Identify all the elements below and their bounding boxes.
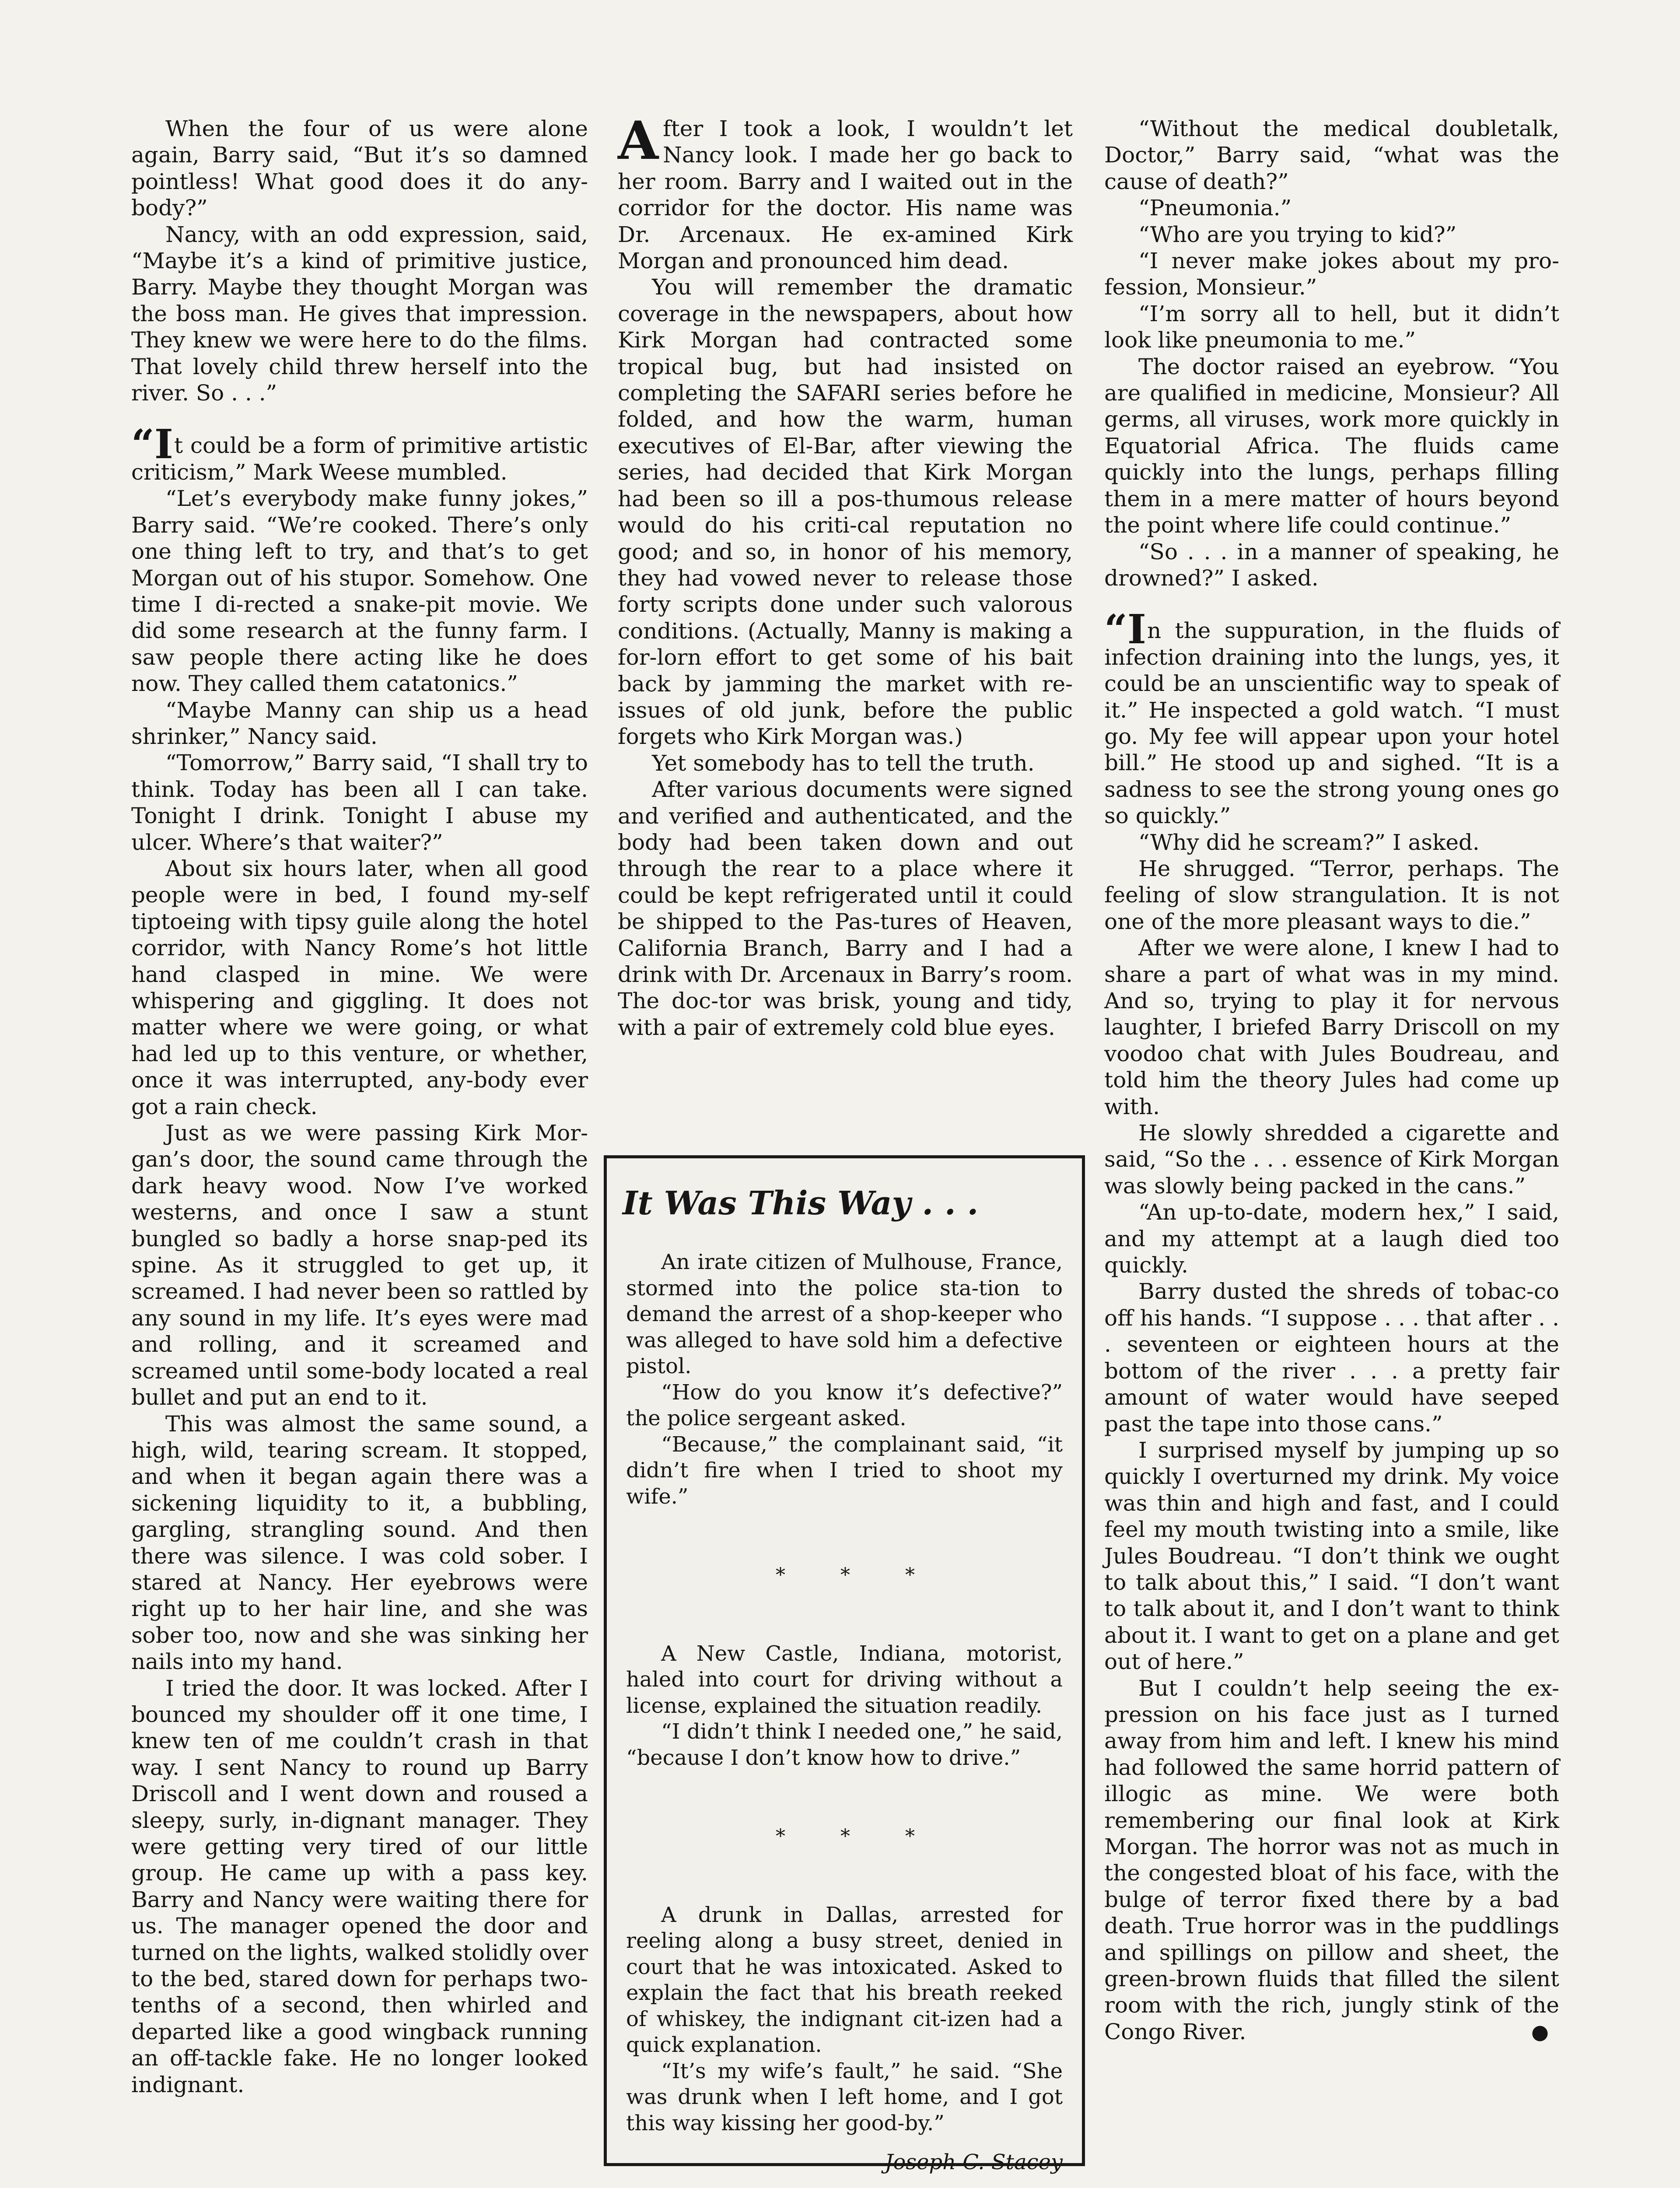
drop-cap: A — [618, 110, 659, 172]
paragraph: “Why did he scream?” I asked. — [1138, 829, 1480, 855]
column-middle — [618, 110, 1073, 1041]
paragraph-dropcap — [1104, 606, 1559, 829]
paragraph — [1104, 1675, 1559, 2045]
paragraph: He shrugged. “Terror, perhaps. The feeling of slow strangulation. It is not one of the more pleasant ways to die.” — [1104, 856, 1559, 934]
paragraph: “Maybe Manny can ship us a head shrinker,” Nancy said. — [131, 697, 588, 749]
column-left — [131, 116, 588, 2098]
drop-cap: “I — [131, 421, 173, 468]
sidebar-paragraph: “I didn’t think I needed one,” he said, “because I don’t know how to drive.” — [626, 1719, 1063, 1770]
paragraph: “An up-to-date, modern hex,” I said, and my attempt at a laugh died too quickly. — [1104, 1199, 1559, 1278]
paragraph: “I never make jokes about my pro-fession, Monsieur.” — [1104, 248, 1559, 300]
sidebar-paragraph: A drunk in Dallas, arrested for reeling along a busy street, denied in court that he was intoxicated. Asked to explain the fact that his breath reeked of whiskey, the indignant cit-izen had a quick explanation. — [626, 1902, 1063, 2057]
paragraph: The doctor raised an eyebrow. “You are qualified in medicine, Monsieur? All germs, all viruses, work more quickly in Equatorial Africa. The fluids came quickly into the lungs, perhaps filling them in a mere matter of hours beyond the point where life could continue.” — [1104, 354, 1559, 538]
sidebar-paragraph: “It’s my wife’s fault,” he said. “She was drunk when I left home, and I got this way kissing her good-by.” — [626, 2058, 1063, 2135]
paragraph: “Who are you trying to kid?” — [1138, 221, 1457, 247]
paragraph: This was almost the same sound, a high, wild, tearing scream. It stopped, and when it began again there was a sickening liquidity to it, a bubbling, gargling, strangling sound. And then there was silence. I was cold sober. I stared at Nancy. Her eyebrows were right up to her hair line, and she was sober too, now and she was sinking her nails into my hand. — [131, 1411, 588, 1675]
paragraph: Barry dusted the shreds of tobac-co off his hands. “I suppose . . . that after . . . seventeen or eighteen hours at the bottom of the river . . . a pretty fair amount of water would have seeped past the tape into those cans.” — [1104, 1279, 1559, 1437]
paragraph: He slowly shredded a cigarette and said, “So the . . . essence of Kirk Morgan was slowly being packed in the cans.” — [1104, 1120, 1559, 1199]
paragraph: “Let’s everybody make funny jokes,” Barry said. “We’re cooked. There’s only one thing left to try, and that’s to get Morgan out of his stupor. Somehow. One time I di-rected a snake-pit movie. We did some research at the funny farm. I saw people there acting like he does now. They called them catatonics.” — [131, 486, 588, 697]
paragraph: Just as we were passing Kirk Mor-gan’s door, the sound came through the dark heavy wood. Now I’ve worked westerns, and once I saw a stunt bungled so badly a horse snap-ped its spine. As it struggled to get up, it screamed. I had never been so rattled by any sound in my life. It’s eyes were mad and rolling, and it screamed and screamed until some-body located a real bullet and put an end to it. — [131, 1120, 588, 1410]
paragraph: Nancy, with an odd expression, said, “Maybe it’s a kind of primitive justice, Barry. Maybe they thought Morgan was the boss man. He gives that impression. They knew we were here to do the films. That lovely child threw herself into the river. So . . .” — [131, 221, 588, 406]
paragraph: When the four of us were alone again, Barry said, “But it’s so damned pointless! What good does it do any-body?” — [131, 116, 588, 221]
paragraph: “So . . . in a manner of speaking, he drowned?” I asked. — [1104, 539, 1559, 591]
paragraph-dropcap — [131, 421, 588, 485]
end-mark-icon: ● — [1531, 2020, 1549, 2044]
paragraph: I tried the door. It was locked. After I bounced my shoulder off it one time, I knew ten of me couldn’t crash in that way. I sent Nancy to round up Barry Driscoll and I went down and roused a sleepy, surly, in-dignant manager. They were getting very tired of our little group. He came up with a pass key. Barry and Nancy were waiting there for us. The manager opened the door and turned on the lights, walked stolidly over to the bed, stared down for perhaps two-tenths of a second, then whirled and departed like a good wingback running an off-tackle fake. He no longer looked indignant. — [131, 1675, 588, 2097]
paragraph: About six hours later, when all good people were in bed, I found my-self tiptoeing with tipsy guile along the hotel corridor, with Nancy Rome’s hot little hand clasped in mine. We were whispering and giggling. It does not matter where we were going, or what had led up to this venture, or whether, once it was interrupted, any-body ever got a rain check. — [131, 856, 588, 1119]
sidebar-paragraph: “How do you know it’s defective?” the police sergeant asked. — [626, 1380, 1063, 1431]
paragraph: Yet somebody has to tell the truth. — [652, 750, 1035, 776]
separator-stars: * * * — [776, 1825, 939, 1848]
paragraph-text: But I couldn’t help seeing the ex-pression on his face just as I turned away from him and left. I knew his mind had followed the same horrid pattern of illogic as mine. We were both remembering our final look at Kirk Morgan. The horror was not as much in the congested bloat of his face, with the bulge of terror fixed there by a bad death. True horror was in the puddlings and spillings on pillow and sheet, the green-brown fluids that filled the silent room with the rich, jungly stink of the Congo River. — [1104, 1675, 1559, 2044]
drop-cap: “I — [1104, 606, 1146, 653]
paragraph-dropcap — [618, 110, 1073, 274]
sidebar-title: It Was This Way . . . — [623, 1185, 979, 1222]
paragraph: I surprised myself by jumping up so quickly I overturned my drink. My voice was thin and high and fast, and I could feel my mouth twisting into a smile, like Jules Boudreau. “I don’t think we ought to talk about this,” I said. “I don’t want to talk about it, and I don’t want to think about it. I want to get on a plane and get out of here.” — [1104, 1437, 1559, 1675]
paragraph-text: t could be a form of primitive artistic criticism,” Mark Weese mumbled. — [131, 433, 588, 485]
separator-stars: * * * — [776, 1564, 939, 1586]
paragraph: After various documents were signed and verified and authenticated, and the body had been taken down and out through the rear to a place where it could be kept refrigerated until it could be shipped to the Pas-tures of Heaven, California Branch, Barry and I had a drink with Dr. Arcenaux in Barry’s room. The doc-tor was brisk, young and tidy, with a pair of extremely cold blue eyes. — [618, 777, 1073, 1040]
paragraph: “Tomorrow,” Barry said, “I shall try to think. Today has been all I can take. Tonight I drink. Tonight I abuse my ulcer. Where’s that waiter?” — [131, 750, 588, 855]
column-right — [1104, 116, 1559, 2045]
sidebar-paragraph: An irate citizen of Mulhouse, France, stormed into the police sta-tion to demand the arrest of a shop-keeper who was alleged to have sold him a defective pistol. — [626, 1250, 1063, 1378]
sidebar-box — [604, 1155, 1085, 2174]
paragraph: You will remember the dramatic coverage in the newspapers, about how Kirk Morgan had contracted some tropical bug, but had insisted on completing the SAFARI series before he folded, and how the warm, human executives of El-Bar, after viewing the series, had decided that Kirk Morgan had been so ill a pos-thumous release would do his criti-cal reputation no good; and so, in honor of his memory, they had vowed never to release those forty scripts done under such valorous conditions. (Actually, Manny is making a for-lorn effort to get some of his bait back by jamming the market with re-issues of old junk, before the public forgets who Kirk Morgan was.) — [618, 274, 1073, 750]
paragraph-text: n the suppuration, in the fluids of infection draining into the lungs, yes, it could be an unscientific way to speak of it.” He inspected a gold watch. “I must go. My fee will appear upon your hotel bill.” He stood up and sighed. “It is a sadness to see the strong young ones go so quickly.” — [1104, 618, 1559, 829]
paragraph-text: fter I took a look, I wouldn’t let Nancy look. I made her go back to her room. Barry and I waited out in the corridor for the doctor. His name was Dr. Arcenaux. He ex-amined Kirk Morgan and pronounced him dead. — [618, 116, 1073, 274]
sidebar-paragraph: A New Castle, Indiana, motorist, haled into court for driving without a license, explained the situation readily. — [626, 1641, 1063, 1718]
sidebar-credit: Joseph C. Stacey — [885, 2150, 1063, 2174]
paragraph: “Pneumonia.” — [1138, 195, 1292, 221]
sidebar-body — [626, 1249, 1063, 2176]
sidebar-paragraph: “Because,” the complainant said, “it didn’t fire when I tried to shoot my wife.” — [626, 1432, 1063, 1509]
paragraph: “Without the medical doubletalk, Doctor,” Barry said, “what was the cause of death?” — [1104, 116, 1559, 194]
paragraph: After we were alone, I knew I had to share a part of what was in my mind. And so, trying to play it for nervous laughter, I briefed Barry Driscoll on my voodoo chat with Jules Boudreau, and told him the theory Jules had come up with. — [1104, 935, 1559, 1119]
paragraph: “I’m sorry all to hell, but it didn’t look like pneumonia to me.” — [1104, 301, 1559, 353]
